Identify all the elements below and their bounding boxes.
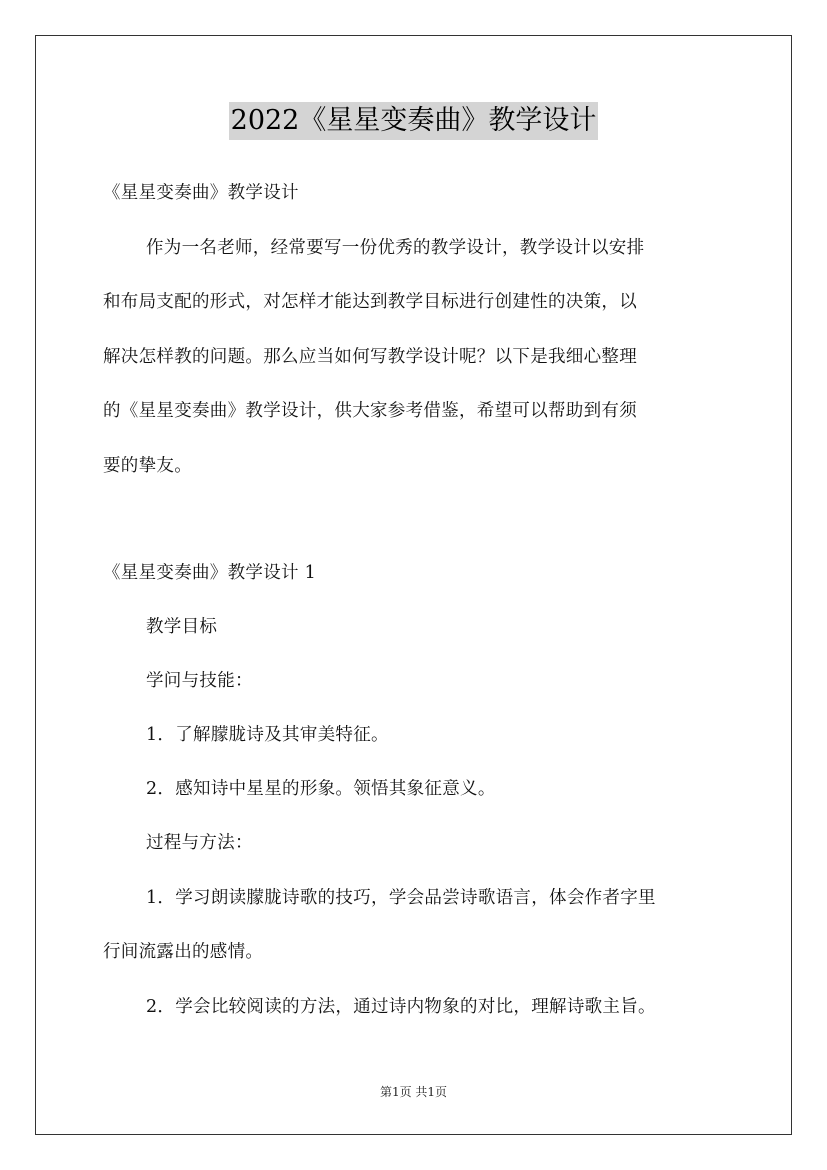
document-title-wrap	[0, 102, 827, 140]
section-heading: 《星星变奏曲》教学设计 1	[103, 563, 317, 583]
paragraph-line: 行间流露出的感情。	[103, 942, 264, 962]
paragraph-line: 过程与方法：	[146, 833, 253, 853]
paragraph-line: 学问与技能：	[146, 671, 253, 691]
paragraph-line: 2．感知诗中星星的形象。领悟其象征意义。	[146, 779, 496, 799]
paragraph-line: 教学目标	[146, 617, 218, 637]
paragraph-line: 解决怎样教的问题。那么应当如何写教学设计呢？以下是我细心整理	[103, 347, 637, 367]
document-title: 2022《星星变奏曲》教学设计	[229, 102, 599, 140]
paragraph-line: 的《星星变奏曲》教学设计，供大家参考借鉴，希望可以帮助到有须	[103, 401, 637, 421]
paragraph-line: 1．学习朗读朦胧诗歌的技巧，学会品尝诗歌语言，体会作者字里	[146, 888, 656, 908]
paragraph-line: 要的挚友。	[103, 456, 192, 476]
paragraph-line: 和布局支配的形式，对怎样才能达到教学目标进行创建性的决策，以	[103, 292, 637, 312]
paragraph-line: 1．了解朦胧诗及其审美特征。	[146, 725, 389, 745]
paragraph-line: 作为一名老师，经常要写一份优秀的教学设计，教学设计以安排	[146, 238, 645, 258]
subtitle: 《星星变奏曲》教学设计	[103, 183, 299, 203]
paragraph-line: 2．学会比较阅读的方法，通过诗内物象的对比，理解诗歌主旨。	[146, 997, 656, 1017]
page-footer: 第1页 共1页	[379, 1085, 448, 1099]
